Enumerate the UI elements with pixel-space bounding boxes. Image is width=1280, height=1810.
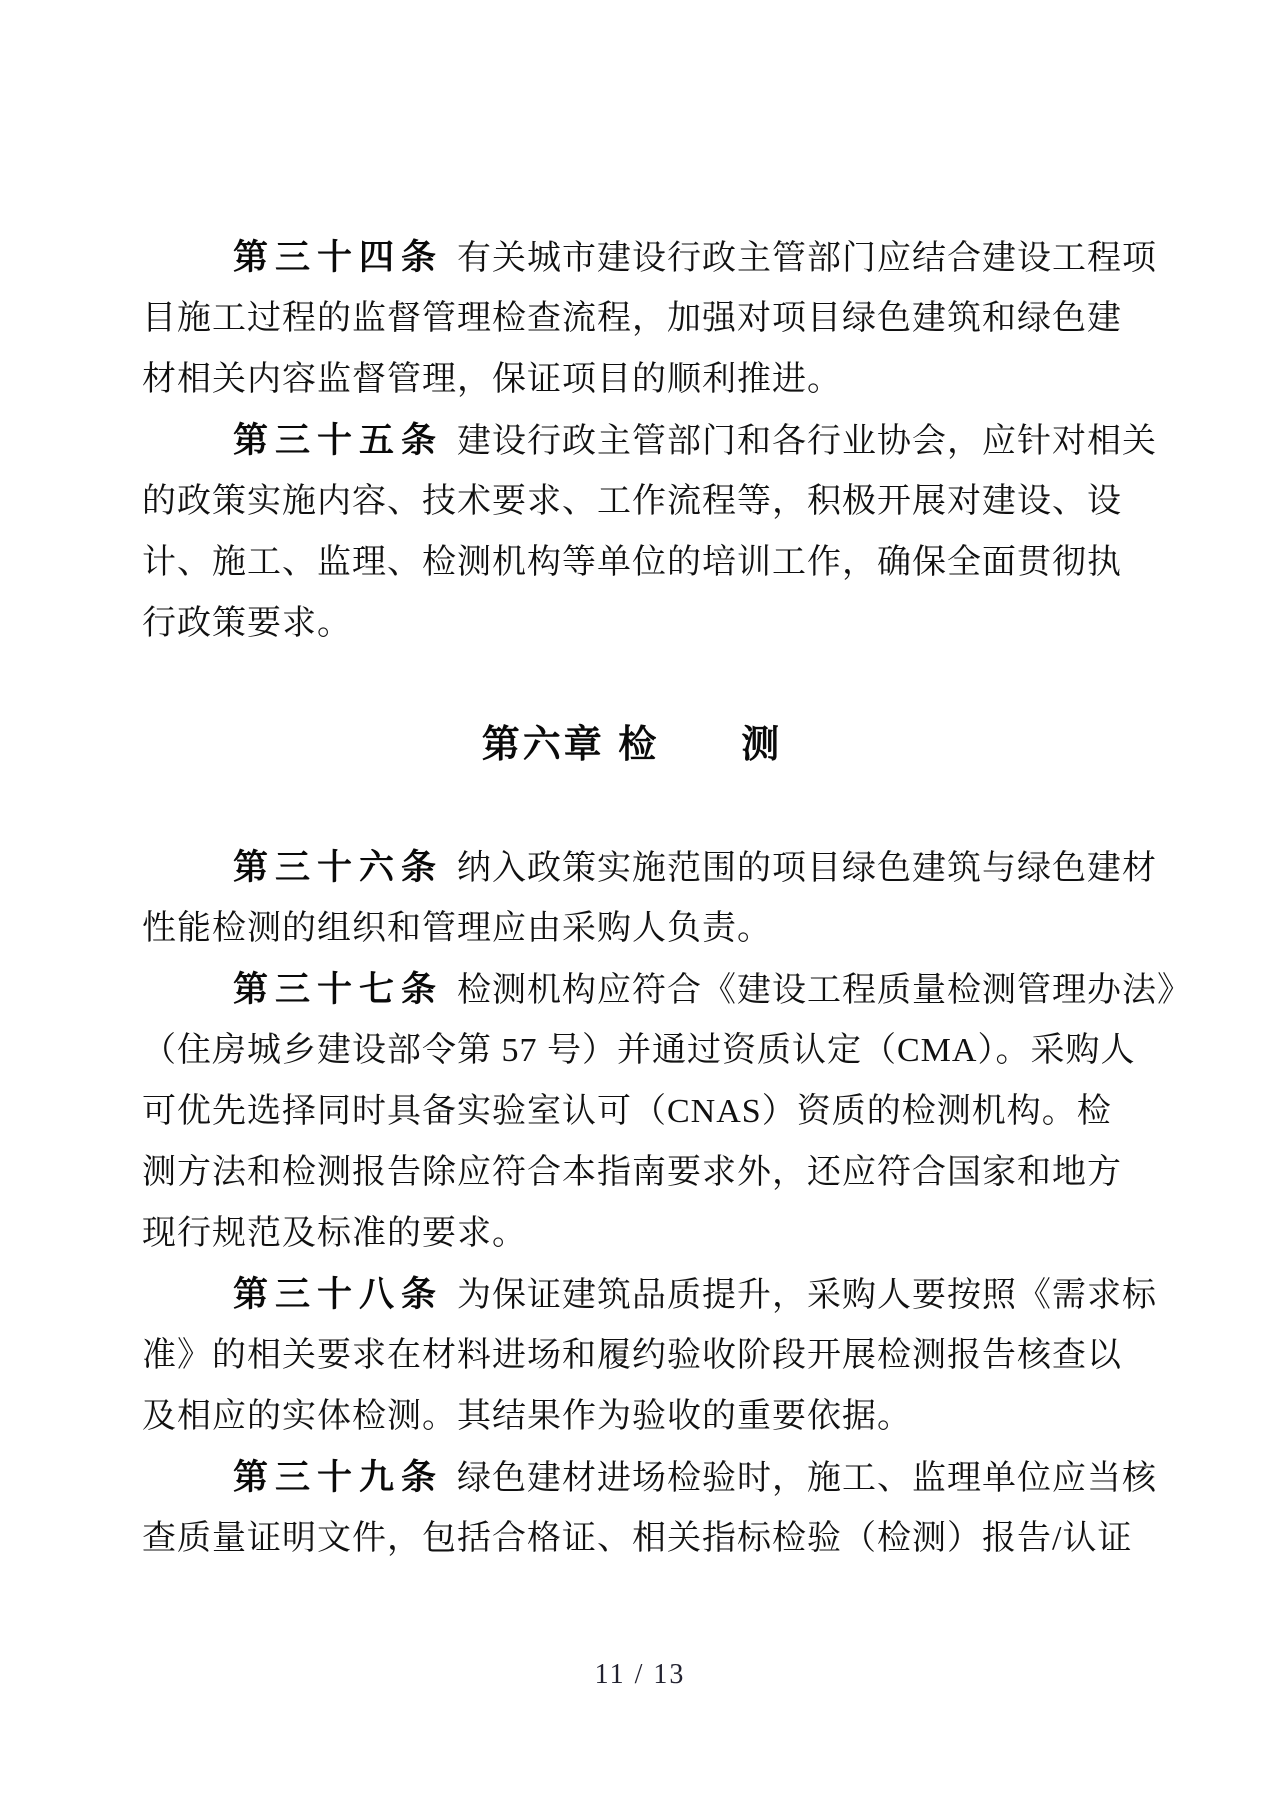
text-line bbox=[142, 1081, 1122, 1142]
line-text: 行政策要求。 bbox=[142, 605, 352, 642]
line-text: （住房城乡建设部令第 57 号）并通过资质认定（CMA）。采购人 bbox=[142, 1032, 1136, 1069]
article-number: 第三十九条 bbox=[233, 1458, 444, 1497]
text-line bbox=[142, 898, 1122, 959]
article-number: 第三十四条 bbox=[233, 238, 444, 277]
text-line bbox=[142, 1142, 1122, 1203]
text-line bbox=[142, 227, 1158, 288]
blank-line bbox=[142, 654, 1122, 715]
line-text: 建设行政主管部门和各行业协会，应针对相关 bbox=[457, 423, 1158, 460]
line-text: 为保证建筑品质提升，采购人要按照《需求标 bbox=[457, 1277, 1158, 1314]
text-line bbox=[142, 410, 1158, 471]
line-text: 有关城市建设行政主管部门应结合建设工程项 bbox=[457, 240, 1158, 277]
page-number: 11 / 13 bbox=[594, 1659, 686, 1690]
article-number: 第三十五条 bbox=[233, 421, 444, 460]
line-text: 纳入政策实施范围的项目绿色建筑与绿色建材 bbox=[457, 850, 1158, 887]
line-text: 及相应的实体检测。其结果作为验收的重要依据。 bbox=[142, 1398, 912, 1435]
document-body bbox=[142, 227, 1193, 1569]
text-line bbox=[142, 1386, 1122, 1447]
text-line bbox=[142, 1325, 1122, 1386]
line-text: 查质量证明文件，包括合格证、相关指标检验（检测）报告/认证 bbox=[142, 1520, 1133, 1557]
article-number: 第三十八条 bbox=[233, 1275, 444, 1314]
line-text: 准》的相关要求在材料进场和履约验收阶段开展检测报告核查以 bbox=[142, 1337, 1122, 1374]
text-line bbox=[142, 1447, 1158, 1508]
text-line bbox=[142, 593, 1122, 654]
article-number: 第三十六条 bbox=[233, 848, 444, 887]
text-line bbox=[142, 532, 1122, 593]
chapter-heading: 第六章 检 测 bbox=[481, 724, 783, 766]
text-line bbox=[142, 837, 1158, 898]
text-line bbox=[142, 1508, 1133, 1569]
line-text: 可优先选择同时具备实验室认可（CNAS）资质的检测机构。检 bbox=[142, 1093, 1112, 1130]
line-text: 性能检测的组织和管理应由采购人负责。 bbox=[142, 910, 772, 947]
article-number: 第三十七条 bbox=[233, 970, 444, 1009]
line-text: 测方法和检测报告除应符合本指南要求外，还应符合国家和地方 bbox=[142, 1154, 1122, 1191]
line-text: 计、施工、监理、检测机构等单位的培训工作，确保全面贯彻执 bbox=[142, 544, 1122, 581]
line-text: 目施工过程的监督管理检查流程，加强对项目绿色建筑和绿色建 bbox=[142, 300, 1122, 337]
line-text: 绿色建材进场检验时，施工、监理单位应当核 bbox=[457, 1460, 1158, 1497]
text-line bbox=[142, 1264, 1158, 1325]
text-line bbox=[142, 1020, 1136, 1081]
text-line bbox=[142, 349, 1122, 410]
text-line bbox=[142, 471, 1122, 532]
blank-line bbox=[142, 776, 1122, 837]
text-line bbox=[142, 1203, 1122, 1264]
line-text: 现行规范及标准的要求。 bbox=[142, 1215, 527, 1252]
line-text: 材相关内容监督管理，保证项目的顺利推进。 bbox=[142, 361, 842, 398]
text-line bbox=[142, 959, 1193, 1020]
line-text: 的政策实施内容、技术要求、工作流程等，积极开展对建设、设 bbox=[142, 483, 1122, 520]
text-line bbox=[142, 288, 1122, 349]
line-text: 检测机构应符合《建设工程质量检测管理办法》 bbox=[457, 972, 1193, 1009]
page-footer bbox=[0, 1655, 1280, 1695]
